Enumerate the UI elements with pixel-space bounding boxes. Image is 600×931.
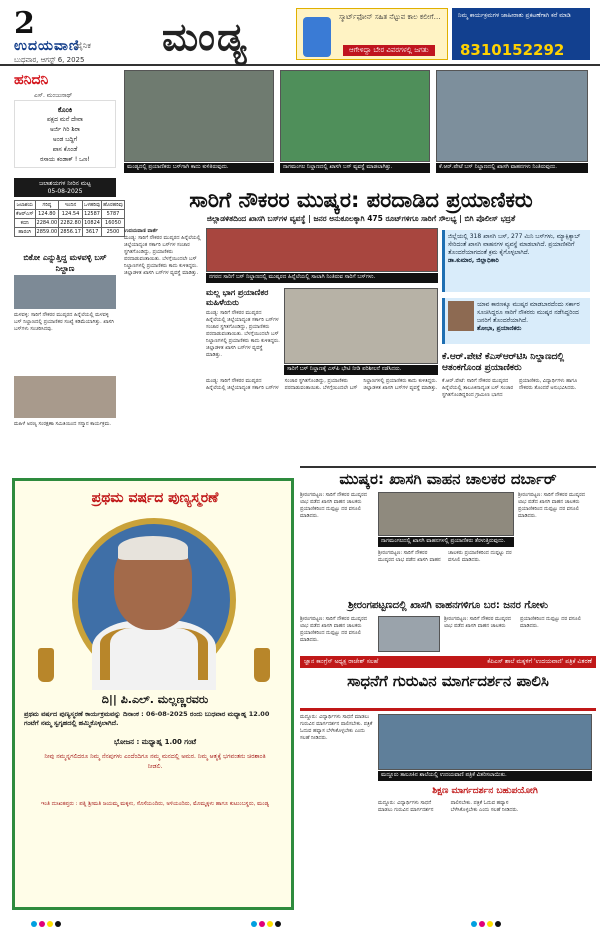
divider	[300, 708, 596, 711]
photo-caption: ನಗರದ ಸಾರಿಗೆ ಬಸ್ ನಿಲ್ದಾಣದಲ್ಲಿ ಮುಷ್ಕರದ ಹಿನ್ನೆಲೆಯಲ್ಲಿ ಸಾಲಾಗಿ ನಿಂತಿರುವ ಸಾರಿಗೆ ಬಸ್‌ಗಳು.	[206, 273, 438, 283]
photo-caption: ಸಾರಿಗೆ ಬಸ್ ನಿಲ್ದಾಣಕ್ಕೆ ಎಸ್‌ಪಿ ಭೇಟಿ ನೀಡಿ ಪರಿಶೀಲನೆ ನಡೆಸಿದರು.	[284, 365, 438, 375]
ad-phone: 8310152292	[460, 41, 565, 59]
print-marks	[250, 912, 282, 920]
page-number: 2	[14, 6, 35, 41]
guru-subhead: ಶಿಕ್ಷಣ ಮಾರ್ಗದರ್ಶನ ಬಹುಪಯೋಗಿ	[432, 786, 538, 796]
column-line: ಪಾಸ ಕೊಂಡೆ	[52, 146, 78, 153]
obituary-message: ನೀವು ನಮ್ಮನ್ನಗಲಿದರೂ ನಿಮ್ಮ ನೆನಪುಗಳು ಎಂದೆಂದಿಗೂ ನಮ್ಮ ಮನದಲ್ಲಿ ಅಮರ. ನಿಮ್ಮ ಆತ್ಮಕ್ಕೆ ಭಗವಂತನು ಚಿರಶಾಂತಿ ನೀಡಲಿ.	[44, 753, 266, 770]
side-event-caption: ಮಹಿಳೆ ಅರಣ್ಯ ಸಂರಕ್ಷಣಾ ಸಮಿತಿಯಿಂದ ಸನ್ಮಾನ ಕಾರ್ಯಕ್ರಮ.	[14, 421, 111, 427]
reservoir-date: 05-08-2025	[47, 188, 83, 195]
table-cell: 12587	[84, 211, 100, 217]
obituary-family: ಇಂತಿ ದುಃಖತಪ್ತರು : ಪತ್ನಿ ಶ್ರೀಮತಿ ಜಯಮ್ಮ ಮಕ್ಕಳು, ಸೊಸೆಯಂದಿರು, ಅಳಿಯಂದಿರು, ಮೊಮ್ಮಕ್ಕಳು ಹಾಗೂ ಕುಟುಂಬಸ್ಥರು, ಮಂಡ್ಯ	[40, 801, 269, 807]
sp-visit-photo	[284, 288, 438, 364]
table-cell: 2284.00	[36, 220, 58, 226]
quote-text: ಜಿಲ್ಲೆಯಲ್ಲಿ 318 ಖಾಸಗಿ ಬಸ್, 277 ಮಿನಿ ಬಸ್‌ಗಳು, ಮ್ಯಾಕ್ಸಿಕ್ಯಾಬ್ ಸೇರಿದಂತೆ ಖಾಸಗಿ ವಾಹನಗಳ ವ್ಯವಸ್ಥೆ ಮಾಡಲಾಗಿದೆ. ಪ್ರಯಾಣಿಕರಿಗೆ ತೊಂದರೆಯಾಗದಂತೆ ಕ್ರಮ ಕೈಗೊಳ್ಳಲಾಗಿದೆ.	[448, 233, 581, 256]
story-dateline: ಉದಯವಾಣಿ ವಾರ್ತೆ	[124, 228, 158, 234]
krpete-headline: ಕೆ.ಆರ್.ಪೇಟೆ ಕೆಎಸ್‌ಆರ್‌ಟಿಸಿ ನಿಲ್ದಾಣದಲ್ಲಿ ಆತಂಕಗೊಂಡ ಪ್ರಯಾಣಿಕರು	[442, 352, 565, 373]
mushkara-headline: ಮುಷ್ಕರ: ಖಾಸಗಿ ವಾಹನ ಚಾಲಕರ ದರ್ಬಾರ್	[339, 470, 557, 488]
table-header: ಒಳಹರಿವು	[83, 202, 101, 208]
table-cell: ಕಬಿನಿ	[15, 219, 36, 228]
mushkara-body: ಶ್ರೀರಂಗಪಟ್ಟಣ: ಸಾರಿಗೆ ನೌಕರರ ಮುಷ್ಕರದ ಲಾಭ ಪಡೆದ ಖಾಸಗಿ ವಾಹನ ಚಾಲಕರು ಪ್ರಯಾಣಿಕರಿಂದ ದುಪ್ಪಟ್ಟು ದರ ವಸೂಲಿ ಮಾಡಿದರು.	[300, 492, 368, 519]
side-subhead-body: ಮಂಡ್ಯ: ಸಾರಿಗೆ ನೌಕರರ ಮುಷ್ಕರದ ಹಿನ್ನೆಲೆಯಲ್ಲಿ ಜಿಲ್ಲೆಯಾದ್ಯಂತ ಸರ್ಕಾರಿ ಬಸ್‌ಗಳ ಸಂಚಾರ ಸ್ಥಗಿತಗೊಂಡಿದ್ದು, ಪ್ರಯಾಣಿಕರು ಪರದಾಡುವಂತಾಯಿತು. ಬೆಳಗ್ಗೆಯಿಂದಲೇ ಬಸ್ ನಿಲ್ದಾಣಗಳಲ್ಲಿ ಪ್ರಯಾಣಿಕರು ಕಾದು ಕುಳಿತಿದ್ದರು. ಜಿಲ್ಲಾಡಳಿತ ಖಾಸಗಿ ಬಸ್‌ಗಳ ವ್ಯವಸ್ಥೆ ಮಾಡಿತ್ತು.	[206, 310, 280, 358]
side-story-body: ಮಳವಳ್ಳಿ: ಸಾರಿಗೆ ನೌಕರರ ಮುಷ್ಕರದ ಹಿನ್ನೆಲೆಯಲ್ಲಿ ಮಳವಳ್ಳಿ ಬಸ್ ನಿಲ್ದಾಣದಲ್ಲಿ ಪ್ರಯಾಣಿಕರ ಸಂಖ್ಯೆ ಕಡಿಮೆಯಾಗಿತ್ತು. ಖಾಸಗಿ ಬಸ್‌ಗಳು ಸಂಚರಿಸಿದವು.	[14, 312, 115, 332]
guru-headline: ಸಾಧನೆಗೆ ಗುರುವಿನ ಮಾರ್ಗದರ್ಶನ ಪಾಲಿಸಿ	[347, 672, 549, 690]
table-cell: 3617	[82, 228, 101, 237]
table-cell: ಕೆಆರ್‌ಎಸ್	[16, 211, 34, 217]
side-event-photo	[14, 376, 116, 418]
ad-text: ನಿಮ್ಮ ಕಾರ್ಯಕ್ರಮಗಳ ಜಾಹೀರಾತು ಪ್ರಕಟಣೆಗಾಗಿ ಕರೆ ಮಾಡಿ	[458, 12, 571, 19]
top-photo-2	[280, 70, 430, 162]
passenger-quote-box	[442, 298, 590, 344]
story-body: ಮಂಡ್ಯ: ಸಾರಿಗೆ ನೌಕರರ ಮುಷ್ಕರದ ಹಿನ್ನೆಲೆಯಲ್ಲಿ ಜಿಲ್ಲೆಯಾದ್ಯಂತ ಸರ್ಕಾರಿ ಬಸ್‌ಗಳ ಸಂಚಾರ ಸ್ಥಗಿತಗೊಂಡಿದ್ದು, ಪ್ರಯಾಣಿಕರು ಪರದಾಡುವಂತಾಯಿತು. ಬೆಳಗ್ಗೆಯಿಂದಲೇ ಬಸ್ ನಿಲ್ದಾಣಗಳಲ್ಲಿ ಪ್ರಯಾಣಿಕರು ಕಾದು ಕುಳಿತಿದ್ದರು. ಜಿಲ್ಲಾಡಳಿತ ಖಾಸಗಿ ಬಸ್‌ಗಳ ವ್ಯವಸ್ಥೆ ಮಾಡಿತ್ತು.	[124, 235, 201, 276]
header-ad-left[interactable]	[296, 8, 448, 60]
srirangapatna-body-2: ಶ್ರೀರಂಗಪಟ್ಟಣ: ಸಾರಿಗೆ ನೌಕರರ ಮುಷ್ಕರದ ಲಾಭ ಪಡೆದ ಖಾಸಗಿ ವಾಹನ ಚಾಲಕರು ಪ್ರಯಾಣಿಕರಿಂದ ದುಪ್ಪಟ್ಟು ದರ ವಸೂಲಿ ಮಾಡಿದರು.	[444, 616, 581, 629]
header-ad-right[interactable]	[452, 8, 590, 60]
section-band	[300, 656, 596, 668]
private-vehicle-photo	[378, 492, 514, 536]
table-header-row	[15, 201, 125, 210]
table-cell: 2859.00	[36, 229, 58, 235]
column-title: ಕೊಂಕಿ	[57, 106, 73, 114]
table-cell: 124.54	[59, 210, 83, 219]
table-cell: ಹಾರಂಗಿ	[15, 228, 36, 237]
table-cell: 2856.17	[60, 229, 81, 235]
quote-author: ಡಾ.ಕುಮಾರ, ಜಿಲ್ಲಾಧಿಕಾರಿ	[448, 257, 499, 264]
main-story-cols: ಮಂಡ್ಯ: ಸಾರಿಗೆ ನೌಕರರ ಮುಷ್ಕರದ ಹಿನ್ನೆಲೆಯಲ್ಲಿ ಜಿಲ್ಲೆಯಾದ್ಯಂತ ಸರ್ಕಾರಿ ಬಸ್‌ಗಳ ಸಂಚಾರ ಸ್ಥಗಿತಗೊಂಡಿದ್ದು, ಪ್ರಯಾಣಿಕರು ಪರದಾಡುವಂತಾಯಿತು. ಬೆಳಗ್ಗೆಯಿಂದಲೇ ಬಸ್ ನಿಲ್ದಾಣಗಳಲ್ಲಿ ಪ್ರಯಾಣಿಕರು ಕಾದು ಕುಳಿತಿದ್ದರು. ಜಿಲ್ಲಾಡಳಿತ ಖಾಸಗಿ ಬಸ್‌ಗಳ ವ್ಯವಸ್ಥೆ ಮಾಡಿತ್ತು.	[206, 378, 438, 391]
table-row	[15, 210, 125, 219]
dateline: ಬುಧವಾರ, ಆಗಸ್ಟ್ 6, 2025	[14, 56, 85, 64]
bus-stand-photo	[206, 228, 438, 272]
column-author: ಎಸ್. ಮಂಜುನಾಥ್	[34, 92, 73, 99]
obituary-text: ಪ್ರಥಮ ವರ್ಷದ ಪುಣ್ಯಸ್ಮರಣೆ ಕಾರ್ಯಕ್ರಮವನ್ನು ದಿನಾಂಕ : 06-08-2025 ರಂದು ಬುಧವಾರ ಮಧ್ಯಾಹ್ನ 12.00 ಗಂಟೆಗೆ ನಮ್ಮ ಸ್ವಗೃಹದಲ್ಲಿ ಹಮ್ಮಿಕೊಳ್ಳಲಾಗಿದೆ.	[24, 710, 270, 727]
table-cell: 2500	[102, 228, 125, 237]
table-row	[15, 219, 125, 228]
column-line: ಅರ್ಜಿ ಗಿರಿ ಶಿರಾ	[50, 126, 80, 133]
table-header: ಗರಿಷ್ಠ	[35, 201, 59, 210]
table-row	[15, 228, 125, 237]
reservoir-table	[14, 200, 125, 237]
table-cell: 16050	[102, 219, 125, 228]
photo-caption: ಮದ್ದೂರು ತಾಲೂಕಿನ ಶಾಲೆಯಲ್ಲಿ ಉದಯವಾಣಿ ಪತ್ರಿಕೆ ವಿತರಿಸಲಾಯಿತು.	[378, 771, 592, 781]
main-subhead: ಜಿಲ್ಲಾಡಳಿತದಿಂದ ಖಾಸಗಿ ಬಸ್‌ಗಳ ವ್ಯವಸ್ಥೆ | ಜನರ ಅನುಕೂಲಕ್ಕಾಗಿ 475 ರೂಟ್‌ಗಳಿಗೂ ಸಾರಿಗೆ ಸೌಲಭ್ಯ | ಬಿಗಿ ಪೊಲೀಸ್ ಭದ್ರತೆ	[206, 214, 516, 223]
portrait-shawl	[100, 628, 208, 680]
school-photo	[378, 714, 592, 770]
print-marks	[30, 912, 62, 920]
quote-text: ಯಾವ ಕಾರಣಕ್ಕೂ ಮುಷ್ಕರ ಮಾಡಬಾರದೆಂದು ಸರ್ಕಾರ ಸೂಚಿಸಿದ್ದರೂ ಸಾರಿಗೆ ನೌಕರರು ಮುಷ್ಕರ ನಡೆಸಿದ್ದರಿಂದ ಜನರಿಗೆ ತೊಂದರೆಯಾಗಿದೆ.	[477, 301, 580, 324]
smartphone-icon	[303, 17, 331, 57]
paper-name: ಉದಯವಾಣಿ	[14, 38, 80, 54]
section-title: ಮಂಡ್ಯ	[162, 14, 249, 59]
band-right: ಕೆಪಿಎಸ್ ಶಾಲೆ ಮಕ್ಕಳಿಗೆ 'ಉದಯವಾಣಿ' ಪತ್ರಿಕೆ ವಿತರಣೆ	[487, 658, 592, 665]
column-brand: ಹನಿದನಿ	[14, 72, 49, 88]
deceased-name: ದಿ|| ಪಿ.ಎಲ್. ಮಲ್ಲಣ್ಣರವರು	[101, 693, 209, 706]
side-subhead: ಮಲ್ಲ ಭಾಗ ಪ್ರಯಾಣಿಕರ ಮಹಿಳೆಯರು	[206, 288, 269, 307]
srirangapatna-body: ಶ್ರೀರಂಗಪಟ್ಟಣ: ಸಾರಿಗೆ ನೌಕರರ ಮುಷ್ಕರದ ಲಾಭ ಪಡೆದ ಖಾಸಗಿ ವಾಹನ ಚಾಲಕರು ಪ್ರಯಾಣಿಕರಿಂದ ದುಪ್ಪಟ್ಟು ದರ ವಸೂಲಿ ಮಾಡಿದರು.	[300, 616, 368, 643]
column-line: ಅಂಡ ಬದ್ಧಿಗೆ	[52, 136, 78, 143]
guru-body: ಮದ್ದೂರು: ವಿದ್ಯಾರ್ಥಿಗಳು ಸಾಧನೆ ಮಾಡಲು ಗುರುವಿನ ಮಾರ್ಗದರ್ಶನ ಪಾಲಿಸಬೇಕು. ಪತ್ರಿಕೆ ಓದುವ ಹವ್ಯಾಸ ಬೆಳೆಸಿಕೊಳ್ಳಬೇಕು ಎಂದು ಸಲಹೆ ನೀಡಿದರು.	[300, 714, 373, 741]
reservoir-title-text: ಜಲಾಶಯಗಳ ನೀರಿನ ಮಟ್ಟ	[39, 180, 91, 187]
column-box	[14, 100, 116, 168]
column-line: ರಸಾಯ ಕಂಡಾಕ್ ! ಒಣ!	[40, 156, 90, 163]
quote-author: ಶೋಭಾ, ಪ್ರಯಾಣಿಕರು	[477, 325, 522, 332]
paper-sub: ದೈನಿಕ	[76, 41, 91, 50]
ad-cta: ಆಗೇಳಿದ್ದಾ ಬೇರ ವಿವರಗಳಲ್ಲಿ ಜಗತು	[343, 45, 435, 56]
dc-quote-box	[442, 230, 590, 292]
reservoir-title	[14, 178, 116, 197]
band-left: ಜ್ಞಾನ ಕಾಂಗ್ರೆಸ್ ಅಧ್ಯಕ್ಷ ರಾಜೇಶ್ ಸಲಹೆ	[304, 658, 379, 665]
obituary-time: ಭೋಜನ : ಮಧ್ಯಾಹ್ನ 1.00 ಗಂಟೆ	[113, 738, 197, 746]
table-header: ಜಲಾಶಯ	[15, 201, 36, 210]
top-photo-3	[436, 70, 588, 162]
photo-caption: ಕೆ.ಆರ್.ಪೇಟೆ ಬಸ್ ನಿಲ್ದಾಣದಲ್ಲಿ ಖಾಸಗಿ ವಾಹನಗಳು ನಿಂತಿರುವುದು.	[436, 163, 588, 173]
ad-text: ಸ್ಮಾರ್ಟ್‌ಫೋನ್ ಸಹಿತ ನೆಟ್ಟುವ ಕಾಲ ಕಲೀಗೆ…	[339, 13, 441, 21]
lamp-icon	[38, 648, 54, 682]
guru-body-cols: ಮದ್ದೂರು: ವಿದ್ಯಾರ್ಥಿಗಳು ಸಾಧನೆ ಮಾಡಲು ಗುರುವಿನ ಮಾರ್ಗದರ್ಶನ ಪಾಲಿಸಬೇಕು. ಪತ್ರಿಕೆ ಓದುವ ಹವ್ಯಾಸ ಬೆಳೆಸಿಕೊಳ್ಳಬೇಕು ಎಂದು ಸಲಹೆ ನೀಡಿದರು.	[378, 800, 519, 813]
mushkara-body-3: ಶ್ರೀರಂಗಪಟ್ಟಣ: ಸಾರಿಗೆ ನೌಕರರ ಮುಷ್ಕರದ ಲಾಭ ಪಡೆದ ಖಾಸಗಿ ವಾಹನ ಚಾಲಕರು ಪ್ರಯಾಣಿಕರಿಂದ ದುಪ್ಪಟ್ಟು ದರ ವಸೂಲಿ ಮಾಡಿದರು.	[378, 550, 512, 563]
main-story-col-1	[124, 228, 202, 464]
photo-caption: ನಾಗಮಂಗಲದಲ್ಲಿ ಖಾಸಗಿ ವಾಹನಗಳಲ್ಲಿ ಪ್ರಯಾಣಿಕರು ತೆರಳುತ್ತಿರುವುದು.	[378, 537, 514, 547]
print-marks	[470, 912, 502, 920]
table-header: ಹೊರಹರಿವು	[103, 202, 123, 208]
side-story-photo	[14, 275, 116, 309]
srirangapatna-photo	[378, 616, 440, 652]
divider	[300, 466, 596, 468]
table-cell: 124.80	[35, 210, 59, 219]
avatar	[448, 301, 474, 331]
portrait-hair	[118, 536, 188, 560]
mushkara-body-2: ಶ್ರೀರಂಗಪಟ್ಟಣ: ಸಾರಿಗೆ ನೌಕರರ ಮುಷ್ಕರದ ಲಾಭ ಪಡೆದ ಖಾಸಗಿ ವಾಹನ ಚಾಲಕರು ಪ್ರಯಾಣಿಕರಿಂದ ದುಪ್ಪಟ್ಟು ದರ ವಸೂಲಿ ಮಾಡಿದರು.	[518, 492, 586, 519]
main-headline: ಸಾರಿಗೆ ನೌಕರರ ಮುಷ್ಕರ: ಪರದಾಡಿದ ಪ್ರಯಾಣಿಕರು	[189, 188, 533, 212]
lamp-icon	[254, 648, 270, 682]
table-cell: 5787	[102, 210, 125, 219]
photo-caption: ನಾಗಮಂಗಲ ನಿಲ್ದಾಣದಲ್ಲಿ ಖಾಸಗಿ ಬಸ್ ವ್ಯವಸ್ಥೆ ಮಾಡಲಾಗಿತ್ತು.	[280, 163, 430, 173]
table-header: ಇಂದಿನ	[59, 201, 83, 210]
column-line: ಪಕ್ಷದ ಮನೆ ದೇವಾ	[47, 116, 83, 123]
table-cell: 2282.80	[60, 220, 81, 226]
top-photo-1	[124, 70, 274, 162]
srirangapatna-headline: ಶ್ರೀರಂಗಪಟ್ಟಣದಲ್ಲಿ ಖಾಸಗಿ ವಾಹನಗಳಿಗೂ ಬರ: ಜನರ ಗೋಳು	[347, 600, 549, 611]
side-story-headline: ಬಿಕೋ ಎನ್ನುತ್ತಿದ್ದ ಮಳವಳ್ಳಿ ಬಸ್ ನಿಲ್ದಾಣ	[23, 253, 107, 273]
krpete-body: ಕೆ.ಆರ್.ಪೇಟೆ: ಸಾರಿಗೆ ನೌಕರರ ಮುಷ್ಕರದ ಹಿನ್ನೆಲೆಯಲ್ಲಿ ತಾಲೂಕಿನಾದ್ಯಂತ ಬಸ್ ಸಂಚಾರ ಸ್ಥಗಿತಗೊಂಡಿದ್ದರಿಂದ ಗ್ರಾಮೀಣ ಭಾಗದ ಪ್ರಯಾಣಿಕರು, ವಿದ್ಯಾರ್ಥಿಗಳು ಹಾಗೂ ನೌಕರರು ತೊಂದರೆ ಅನುಭವಿಸಿದರು.	[442, 378, 578, 398]
photo-caption: ಮಂಡ್ಯದಲ್ಲಿ ಪ್ರಯಾಣಿಕರು ಬಸ್‌ಗಾಗಿ ಕಾದು ಕುಳಿತಿರುವುದು.	[124, 163, 274, 173]
obituary-title: ಪ್ರಥಮ ವರ್ಷದ ಪುಣ್ಯಸ್ಮರಣೆ	[91, 490, 219, 506]
table-cell: 10824	[84, 220, 100, 226]
